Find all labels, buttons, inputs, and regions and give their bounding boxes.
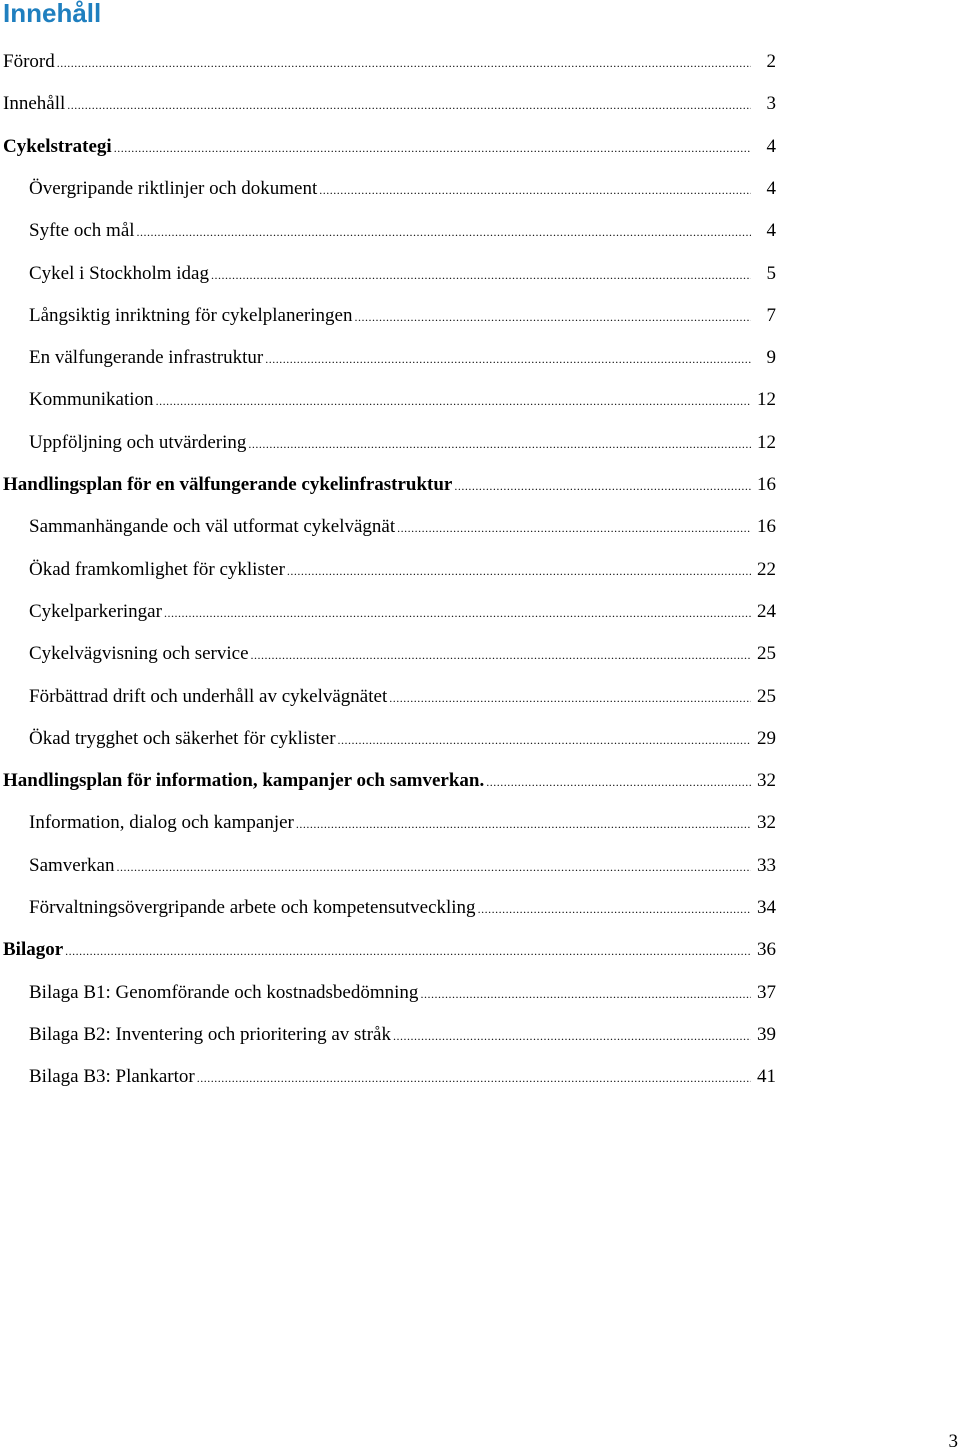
toc-entry-page: 16	[757, 516, 776, 537]
toc-entry[interactable]	[29, 343, 776, 373]
toc-entry-page: 32	[757, 812, 776, 833]
page-number: 3	[948, 1431, 958, 1452]
toc-entry-title: Förord	[3, 51, 55, 72]
toc-entry-page: 32	[757, 770, 776, 791]
toc-entry[interactable]	[29, 808, 776, 838]
dot-leader	[211, 260, 751, 290]
toc-entry-title: Ökad trygghet och säkerhet för cyklister	[29, 728, 336, 749]
toc-entry[interactable]	[3, 89, 776, 119]
dot-leader	[137, 217, 751, 247]
toc-entry-page: 4	[766, 220, 776, 241]
toc-entry[interactable]	[3, 766, 776, 796]
toc-entry-page: 25	[757, 686, 776, 707]
dot-leader	[354, 302, 751, 332]
dot-leader	[65, 936, 751, 966]
toc-entry-page: 12	[757, 389, 776, 410]
page-title: Innehåll	[3, 0, 102, 28]
toc-entry-title: Förvaltningsövergripande arbete och kompetensutveckling	[29, 897, 476, 918]
dot-leader	[67, 90, 751, 120]
toc-entry-page: 22	[757, 559, 776, 580]
toc-entry-page: 7	[766, 305, 776, 326]
dot-leader	[393, 1021, 751, 1051]
toc-entry-page: 2	[766, 51, 776, 72]
dot-leader	[454, 471, 751, 501]
toc-entry[interactable]	[3, 470, 776, 500]
dot-leader	[420, 979, 751, 1009]
toc-entry-title: Kommunikation	[29, 389, 154, 410]
dot-leader	[287, 556, 751, 586]
toc-entry[interactable]	[29, 978, 776, 1008]
toc-entry-title: Ökad framkomlighet för cyklister	[29, 559, 285, 580]
toc-entry-page: 5	[766, 263, 776, 284]
toc-entry-title: Handlingsplan för information, kampanjer och samverkan.	[3, 770, 485, 791]
toc-entry-title: En välfungerande infrastruktur	[29, 347, 264, 368]
toc-entry[interactable]	[29, 1020, 776, 1050]
toc-entry[interactable]	[29, 1062, 776, 1092]
toc-entry-page: 36	[757, 939, 776, 960]
toc-entry[interactable]	[29, 893, 776, 923]
toc-entry-page: 4	[766, 178, 776, 199]
toc-entry[interactable]	[29, 597, 776, 627]
dot-leader	[57, 48, 751, 78]
toc-entry-page: 29	[757, 728, 776, 749]
dot-leader	[248, 429, 751, 459]
toc-entry[interactable]	[29, 428, 776, 458]
dot-leader	[265, 344, 751, 374]
toc-entry[interactable]	[29, 512, 776, 542]
toc-entry-title: Information, dialog och kampanjer	[29, 812, 294, 833]
toc-entry-title: Förbättrad drift och underhåll av cykelvägnätet	[29, 686, 388, 707]
dot-leader	[319, 175, 751, 205]
toc-entry-page: 25	[757, 643, 776, 664]
toc-entry[interactable]	[29, 216, 776, 246]
toc-entry[interactable]	[29, 259, 776, 289]
toc-entry-title: Handlingsplan för en välfungerande cykelinfrastruktur	[3, 474, 453, 495]
dot-leader	[156, 386, 751, 416]
dot-leader	[251, 640, 751, 670]
dot-leader	[114, 133, 751, 163]
toc-entry[interactable]	[29, 851, 776, 881]
dot-leader	[338, 725, 751, 755]
dot-leader	[296, 809, 751, 839]
toc-entry[interactable]	[29, 555, 776, 585]
dot-leader	[116, 852, 751, 882]
toc-entry[interactable]	[3, 47, 776, 77]
toc-entry-title: Bilagor	[3, 939, 64, 960]
dot-leader	[397, 513, 751, 543]
toc-entry-title: Uppföljning och utvärdering	[29, 432, 247, 453]
toc-entry[interactable]	[3, 132, 776, 162]
toc-entry-page: 9	[766, 347, 776, 368]
toc-entry[interactable]	[29, 385, 776, 415]
toc-entry-title: Bilaga B3: Plankartor	[29, 1066, 195, 1087]
toc-entry-page: 12	[757, 432, 776, 453]
dot-leader	[164, 598, 751, 628]
toc-entry[interactable]	[29, 301, 776, 331]
toc-entry[interactable]	[29, 682, 776, 712]
toc-entry-page: 37	[757, 982, 776, 1003]
toc-entry-page: 3	[766, 93, 776, 114]
dot-leader	[486, 767, 751, 797]
toc-entry-title: Cykelparkeringar	[29, 601, 162, 622]
toc-entry[interactable]	[3, 935, 776, 965]
toc-entry[interactable]	[29, 724, 776, 754]
toc-entry-page: 4	[766, 136, 776, 157]
toc-entry-title: Cykelvägvisning och service	[29, 643, 249, 664]
toc-entry-title: Sammanhängande och väl utformat cykelvägnät	[29, 516, 396, 537]
toc-entry-page: 41	[757, 1066, 776, 1087]
dot-leader	[197, 1063, 751, 1093]
toc-entry-title: Bilaga B1: Genomförande och kostnadsbedömning	[29, 982, 419, 1003]
dot-leader	[478, 894, 751, 924]
toc-entry-title: Cykel i Stockholm idag	[29, 263, 209, 284]
toc-entry-title: Cykelstrategi	[3, 136, 112, 157]
toc-entry-title: Innehåll	[3, 93, 66, 114]
toc-entry-page: 39	[757, 1024, 776, 1045]
toc-entry-title: Samverkan	[29, 855, 115, 876]
toc-entry-page: 33	[757, 855, 776, 876]
toc-entry-title: Övergripande riktlinjer och dokument	[29, 178, 318, 199]
toc-entry-title: Långsiktig inriktning för cykelplaneringen	[29, 305, 353, 326]
toc-entry[interactable]	[29, 174, 776, 204]
dot-leader	[389, 683, 751, 713]
toc-entry-page: 16	[757, 474, 776, 495]
toc-entry-title: Bilaga B2: Inventering och prioritering av stråk	[29, 1024, 391, 1045]
toc-entry[interactable]	[29, 639, 776, 669]
toc-entry-page: 34	[757, 897, 776, 918]
toc-entry-title: Syfte och mål	[29, 220, 135, 241]
toc-entry-page: 24	[757, 601, 776, 622]
